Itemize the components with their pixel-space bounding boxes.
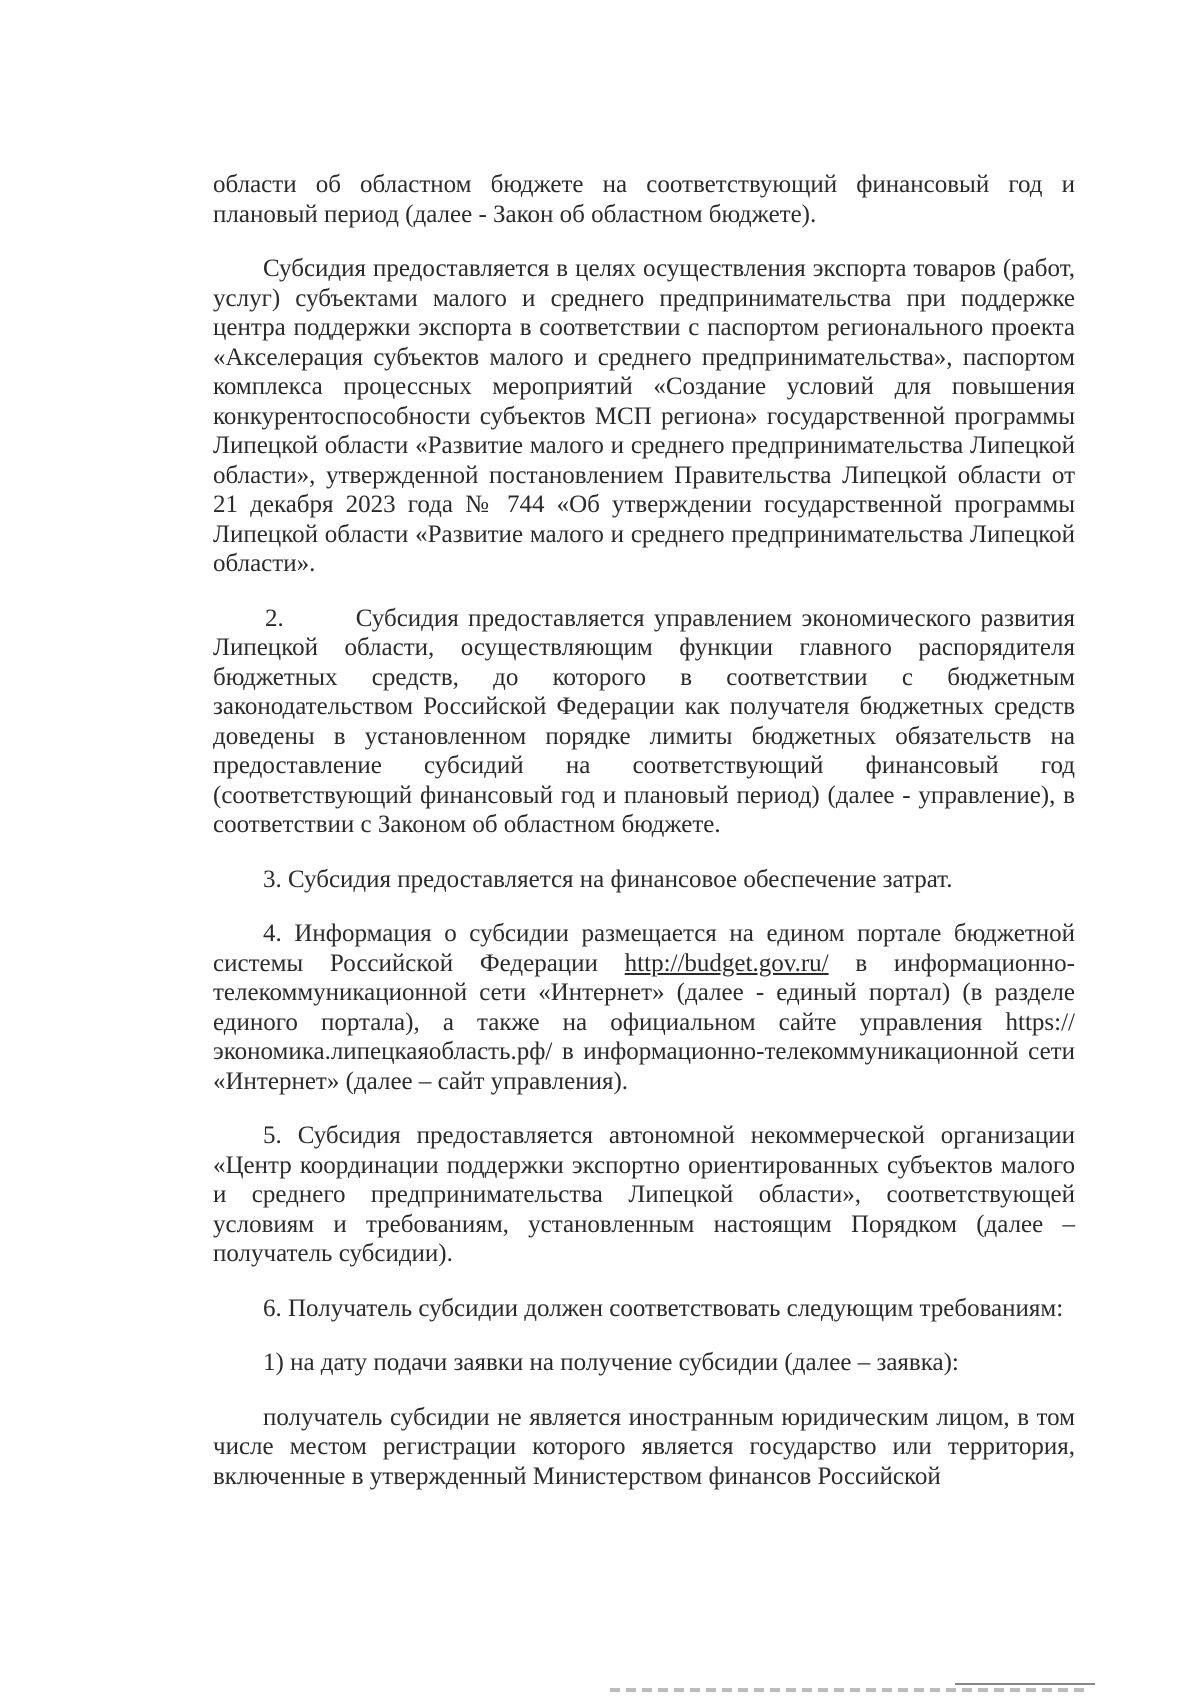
paragraph-subsidy-purpose: Субсидия предоставляется в целях осуществления экспорта товаров (работ, услуг) субъектами малого и среднего предпринимательства при поддержке центра поддержки экспорта в соответствии с паспортом регионального проекта «Акселерация субъектов малого и среднего предпринимательства», паспортом комплекса процессных мероприятий «Создание условий для повышения конкурентоспособности субъектов МСП региона» государственной программы Липецкой области «Развитие малого и среднего предпринимательства Липецкой области», утвержденной постановлением Правительства Липецкой области от 21 декабря 2023 года № 744 «Об утверждении государственной программы Липецкой области «Развитие малого и среднего предпринимательства Липецкой области». xyxy=(213,255,1075,577)
paragraph-continuation: области об областном бюджете на соответствующий финансовый год и плановый период (далее - Закон об областном бюджете). xyxy=(213,171,1075,228)
budget-portal-link[interactable]: http://budget.gov.ru/ xyxy=(624,949,829,977)
paragraph-item-6: 6. Получатель субсидии должен соответствовать следующим требованиям: xyxy=(263,1294,1064,1322)
paragraph-item-2 xyxy=(213,604,1075,840)
item-4-text-end: в информационно-телекоммуникационной сети «Интернет» (далее - единый портал) (в разделе единого портала), а также на официальном сайте управления https://экономика.липецкаяобласть.рф/ в информационно-телекоммуникационной сети «Интернет» (далее – сайт управления). xyxy=(213,949,1076,1095)
paragraph-item-4 xyxy=(213,919,1075,1096)
item-2-text: Субсидия предоставляется управлением экономического развития Липецкой области, осуществляющим функции главного распорядителя бюджетных средств, до которого в соответствии с бюджетным законодательством Российской Федерации как получателя бюджетных средств доведены в установленном порядке лимиты бюджетных обязательств на предоставление субсидий на соответствующий финансовый год (соответствующий финансовый год и плановый период) (далее - управление), в соответствии с Законом об областном бюджете. xyxy=(213,604,1075,838)
document-body xyxy=(213,170,1075,1516)
item-4-text-start: 4. Информация о субсидии размещается на едином портале бюджетной системы Российской Федерации xyxy=(213,920,1075,977)
scan-footer-line xyxy=(955,1683,1095,1685)
scan-footer-artifact xyxy=(610,1688,1090,1692)
paragraph-item-3: 3. Субсидия предоставляется на финансовое обеспечение затрат. xyxy=(263,865,953,893)
paragraph-requirement: получатель субсидии не является иностранным юридическим лицом, в том числе местом регистрации которого является государство или территория, включенные в утвержденный Министерством финансов Российской xyxy=(213,1403,1075,1490)
paragraph-item-5: 5. Субсидия предоставляется автономной некоммерческой организации «Центр координации поддержки экспортно ориентированных субъектов малого и среднего предпринимательства Липецкой области», соответствующей условиям и требованиям, установленным настоящим Порядком (далее – получатель субсидии). xyxy=(213,1122,1075,1267)
item-number-2: 2. xyxy=(265,604,284,632)
paragraph-subitem-1: 1) на дату подачи заявки на получение субсидии (далее – заявка): xyxy=(263,1349,959,1376)
